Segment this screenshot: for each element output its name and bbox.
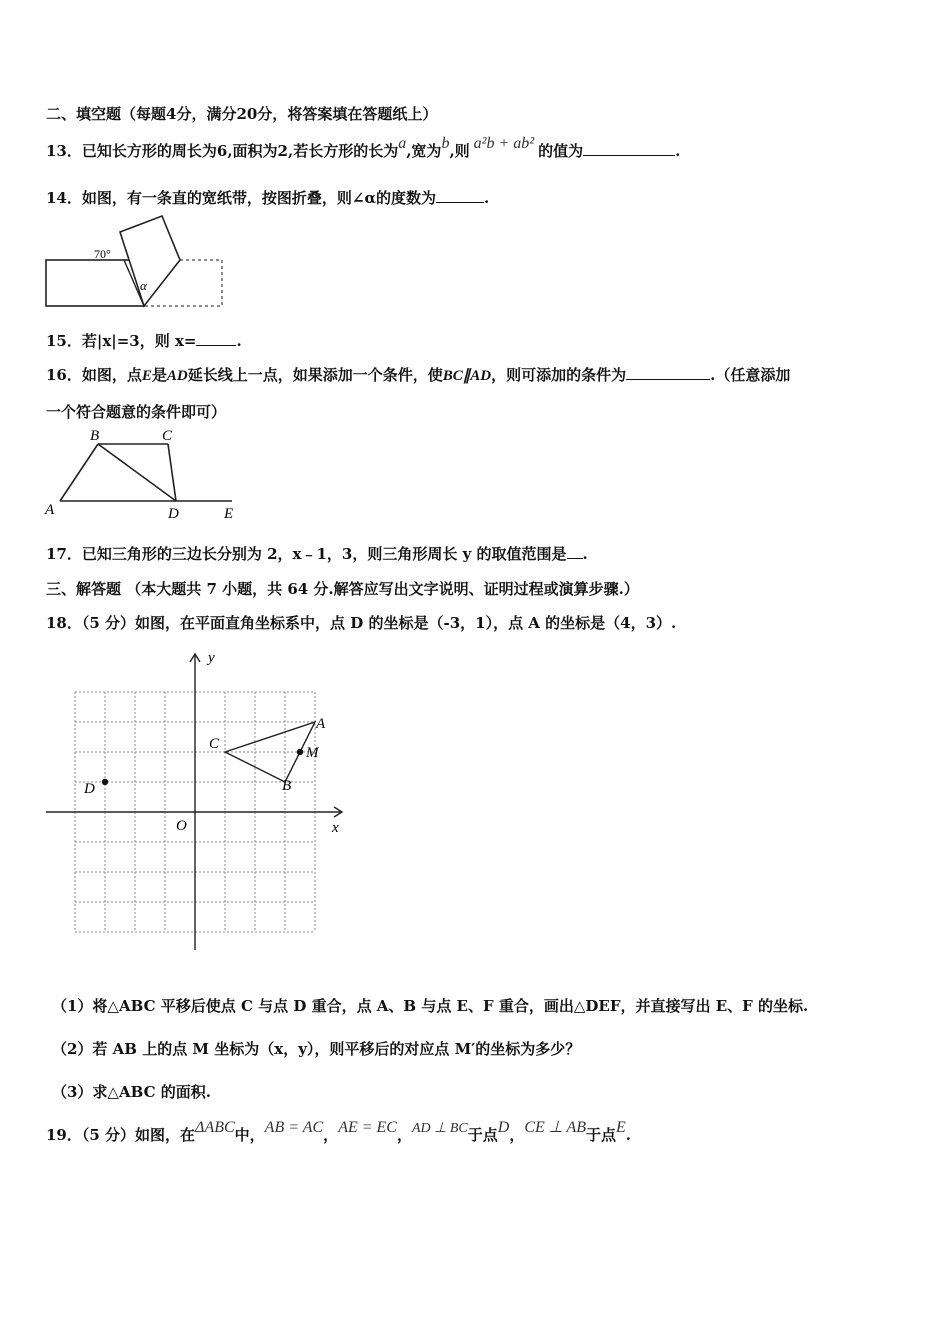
q13-var-a: a <box>398 135 407 152</box>
fig-angle-70: 70° <box>94 247 111 261</box>
q17-text: 已知三角形的三边长分别为 2，x﹣1，3，则三角形周长 y 的取值范围是 <box>81 545 567 563</box>
q16-line-2: 一个符合题意的条件即可） <box>46 403 227 421</box>
q19-comma-2: ， <box>396 1126 412 1144</box>
label-a: A <box>316 716 326 732</box>
q16-number: 16． <box>46 366 82 384</box>
q19-eq-ae-ec: AE = EC <box>338 1119 397 1136</box>
segment-ab <box>60 444 98 501</box>
q14-period: . <box>484 189 490 207</box>
q19-text-1: （5 分）如图，在 <box>81 1126 196 1144</box>
q18-text: （5 分）如图，在平面直角坐标系中，点 D 的坐标是（-3，1），点 A 的坐标是（4，3）. <box>81 614 677 632</box>
q15-period: . <box>236 332 242 350</box>
q15-number: 15． <box>46 332 82 350</box>
segment-bd <box>98 444 176 501</box>
label-y: y <box>208 650 215 666</box>
q13-expression: a²b + ab² <box>473 135 535 152</box>
q19-number: 19． <box>46 1126 82 1144</box>
label-o: O <box>176 818 187 834</box>
q17-number: 17． <box>46 545 82 563</box>
label-d: D <box>84 781 95 797</box>
q15-answer-blank[interactable] <box>196 333 236 346</box>
label-b: B <box>90 428 100 444</box>
q16-trapezoid-figure <box>40 426 240 522</box>
q18-subquestion-3: （3）求△ABC 的面积. <box>52 1083 211 1101</box>
q13-text-width: ,宽为 <box>406 142 442 160</box>
segment-cd <box>168 444 176 501</box>
q19-eq-ab-ac: AB = AC <box>264 1119 324 1136</box>
question-17 <box>46 543 588 564</box>
q13-answer-blank[interactable] <box>583 143 675 156</box>
q13-var-b: b <box>441 135 450 152</box>
q13-text-value: 的值为 <box>538 142 584 160</box>
label-a: A <box>45 502 55 518</box>
question-18 <box>46 612 676 633</box>
question-14 <box>46 187 489 208</box>
q19-comma-1: ， <box>323 1126 339 1144</box>
label-x: x <box>332 820 339 836</box>
q19-text-3: 于点 <box>467 1126 498 1144</box>
q18-number: 18． <box>46 614 82 632</box>
fig-angle-alpha: α <box>140 278 147 293</box>
q16-point-e: E <box>141 368 152 384</box>
q19-triangle: ΔABC <box>195 1119 235 1136</box>
point-m <box>297 749 303 755</box>
q17-answer-blank[interactable] <box>567 546 583 559</box>
strip-left-rect <box>46 260 144 306</box>
q19-comma-3: ， <box>509 1126 525 1144</box>
q16-text-5: .（任意添加 <box>710 366 791 384</box>
q18-coordinate-grid <box>40 644 360 956</box>
q17-period: . <box>582 545 588 563</box>
q19-point-e: E <box>616 1119 626 1136</box>
q16-text-2: 是 <box>151 366 167 384</box>
q15-text: 若|x|=3，则 x= <box>81 332 197 350</box>
label-e: E <box>224 506 234 522</box>
q16-parallel-condition: BC∥AD <box>442 368 492 384</box>
question-13 <box>46 135 681 161</box>
strip-folded-part <box>120 216 180 306</box>
q18-subquestion-2: （2）若 AB 上的点 M 坐标为（x，y），则平移后的对应点 M′的坐标为多少？ <box>52 1040 581 1058</box>
q19-ce-perp-ab: CE ⊥ AB <box>524 1119 586 1136</box>
q16-text-3: 延长线上一点，如果添加一个条件，使 <box>187 366 443 384</box>
q14-answer-blank[interactable] <box>436 190 484 203</box>
q19-period: . <box>625 1126 632 1144</box>
section3-heading: 三、解答题 （本大题共 7 小题，共 64 分.解答应写出文字说明、证明过程或演算步骤.） <box>46 580 639 598</box>
question-16 <box>46 364 790 385</box>
q19-text-2: 中， <box>234 1126 265 1144</box>
q13-text: 已知长方形的周长为6,面积为2,若长方形的长为 <box>81 142 399 160</box>
label-d: D <box>168 506 179 522</box>
q16-segment-ad: AD <box>166 368 188 384</box>
question-19 <box>46 1119 632 1145</box>
q19-text-4: 于点 <box>585 1126 616 1144</box>
q16-answer-blank[interactable] <box>626 367 710 380</box>
q18-subquestion-1: （1）将△ABC 平移后使点 C 与点 D 重合，点 A、B 与点 E、F 重合，画出△DEF，并直接写出 E、F 的坐标. <box>52 997 809 1015</box>
q13-period: . <box>675 142 681 160</box>
label-c: C <box>209 736 220 752</box>
q13-number: 13． <box>46 142 82 160</box>
q13-text-then: ,则 <box>449 142 470 160</box>
label-b: B <box>282 778 292 794</box>
q14-folded-strip-figure <box>40 212 230 312</box>
point-d <box>102 779 108 785</box>
q16-text-4: ，则可添加的条件为 <box>491 366 627 384</box>
q19-ad-perp-bc: AD ⊥ BC <box>412 1121 468 1136</box>
q19-point-d: D <box>497 1119 510 1136</box>
q14-text: 如图，有一条直的宽纸带，按图折叠，则∠α的度数为 <box>81 189 436 207</box>
label-c: C <box>162 428 173 444</box>
q16-text-1: 如图，点 <box>81 366 142 384</box>
q14-number: 14． <box>46 189 82 207</box>
section2-heading: 二、填空题（每题4分，满分20分，将答案填在答题纸上） <box>46 105 438 123</box>
label-m: M <box>306 745 319 761</box>
question-15 <box>46 330 242 351</box>
